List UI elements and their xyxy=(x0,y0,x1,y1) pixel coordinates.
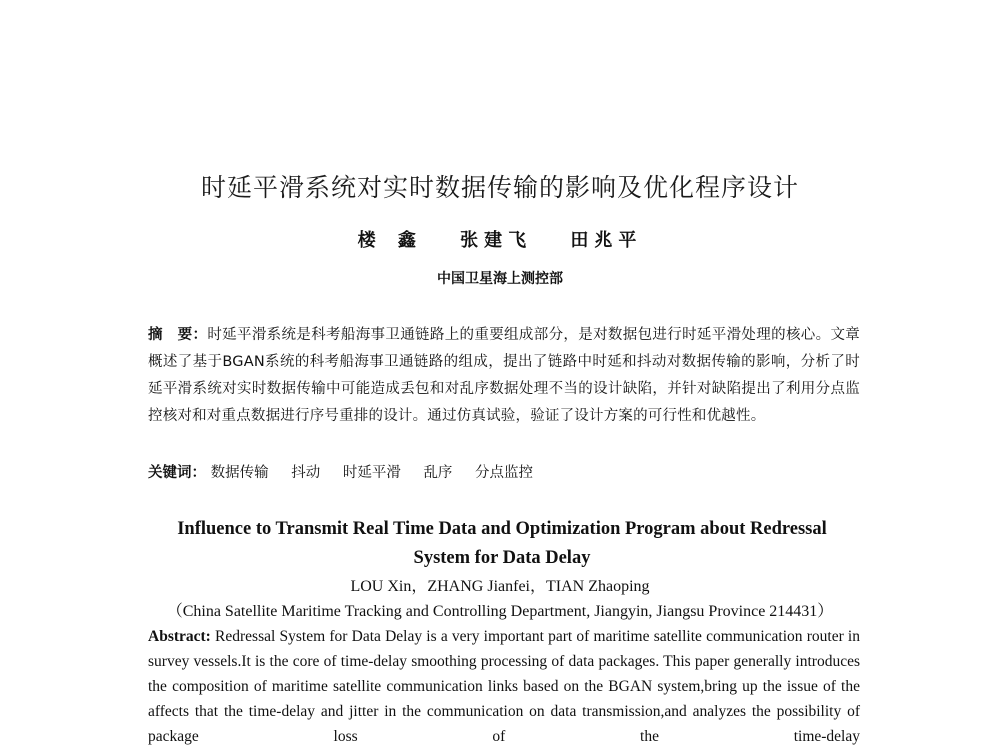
chinese-abstract xyxy=(148,322,860,430)
english-abstract-text: Redressal System for Data Delay is a very important part of maritime satellite communication router in survey vessels.It is the core of time-delay smoothing processing of data packages. This paper generally introduces the composition of maritime satellite communication links based on the BGAN system,bring up the issue of the affects that the time-delay and jitter in the communication on data transmission,and analyzes the possibility of package loss of the time-delay xyxy=(148,628,860,745)
chinese-abstract-text: 时延平滑系统是科考船海事卫通链路上的重要组成部分，是对数据包进行时延平滑处理的核心。文章概述了基于BGAN系统的科考船海事卫通链路的组成，提出了链路中时延和抖动对数据传输的影响，分析了时延平滑系统对实时数据传输中可能造成丢包和对乱序数据处理不当的设计缺陷，并针对缺陷提出了利用分点监控核对和对重点数据进行序号重排的设计。通过仿真试验，验证了设计方案的可行性和优越性。 xyxy=(148,327,860,424)
english-title: Influence to Transmit Real Time Data and Optimization Program about Redressal System for Data Delay xyxy=(177,519,827,568)
author-3-cn: 田兆平 xyxy=(570,230,643,251)
keyword-5: 分点监控 xyxy=(475,465,534,481)
keyword-4: 乱序 xyxy=(423,465,453,481)
english-affiliation: （China Satellite Maritime Tracking and Controlling Department, Jiangyin, Jiangsu Province 214431） xyxy=(166,603,834,620)
author-1-cn: 楼 鑫 xyxy=(357,230,422,251)
chinese-keywords xyxy=(148,461,860,482)
keyword-3: 时延平滑 xyxy=(342,465,401,481)
author-2-cn: 张建飞 xyxy=(460,230,533,251)
chinese-title: 时延平滑系统对实时数据传输的影响及优化程序设计 xyxy=(200,173,799,202)
keywords-label: 关键词： xyxy=(148,465,206,481)
english-authors: LOU Xin，ZHANG Jianfei，TIAN Zhaoping xyxy=(350,578,650,595)
english-abstract-label: Abstract: xyxy=(148,628,211,645)
english-abstract xyxy=(148,624,860,749)
chinese-affiliation: 中国卫星海上测控部 xyxy=(437,271,563,287)
keyword-1: 数据传输 xyxy=(210,465,269,481)
keyword-2: 抖动 xyxy=(291,465,321,481)
chinese-abstract-label: 摘 要： xyxy=(148,327,208,343)
chinese-authors xyxy=(0,226,1000,252)
